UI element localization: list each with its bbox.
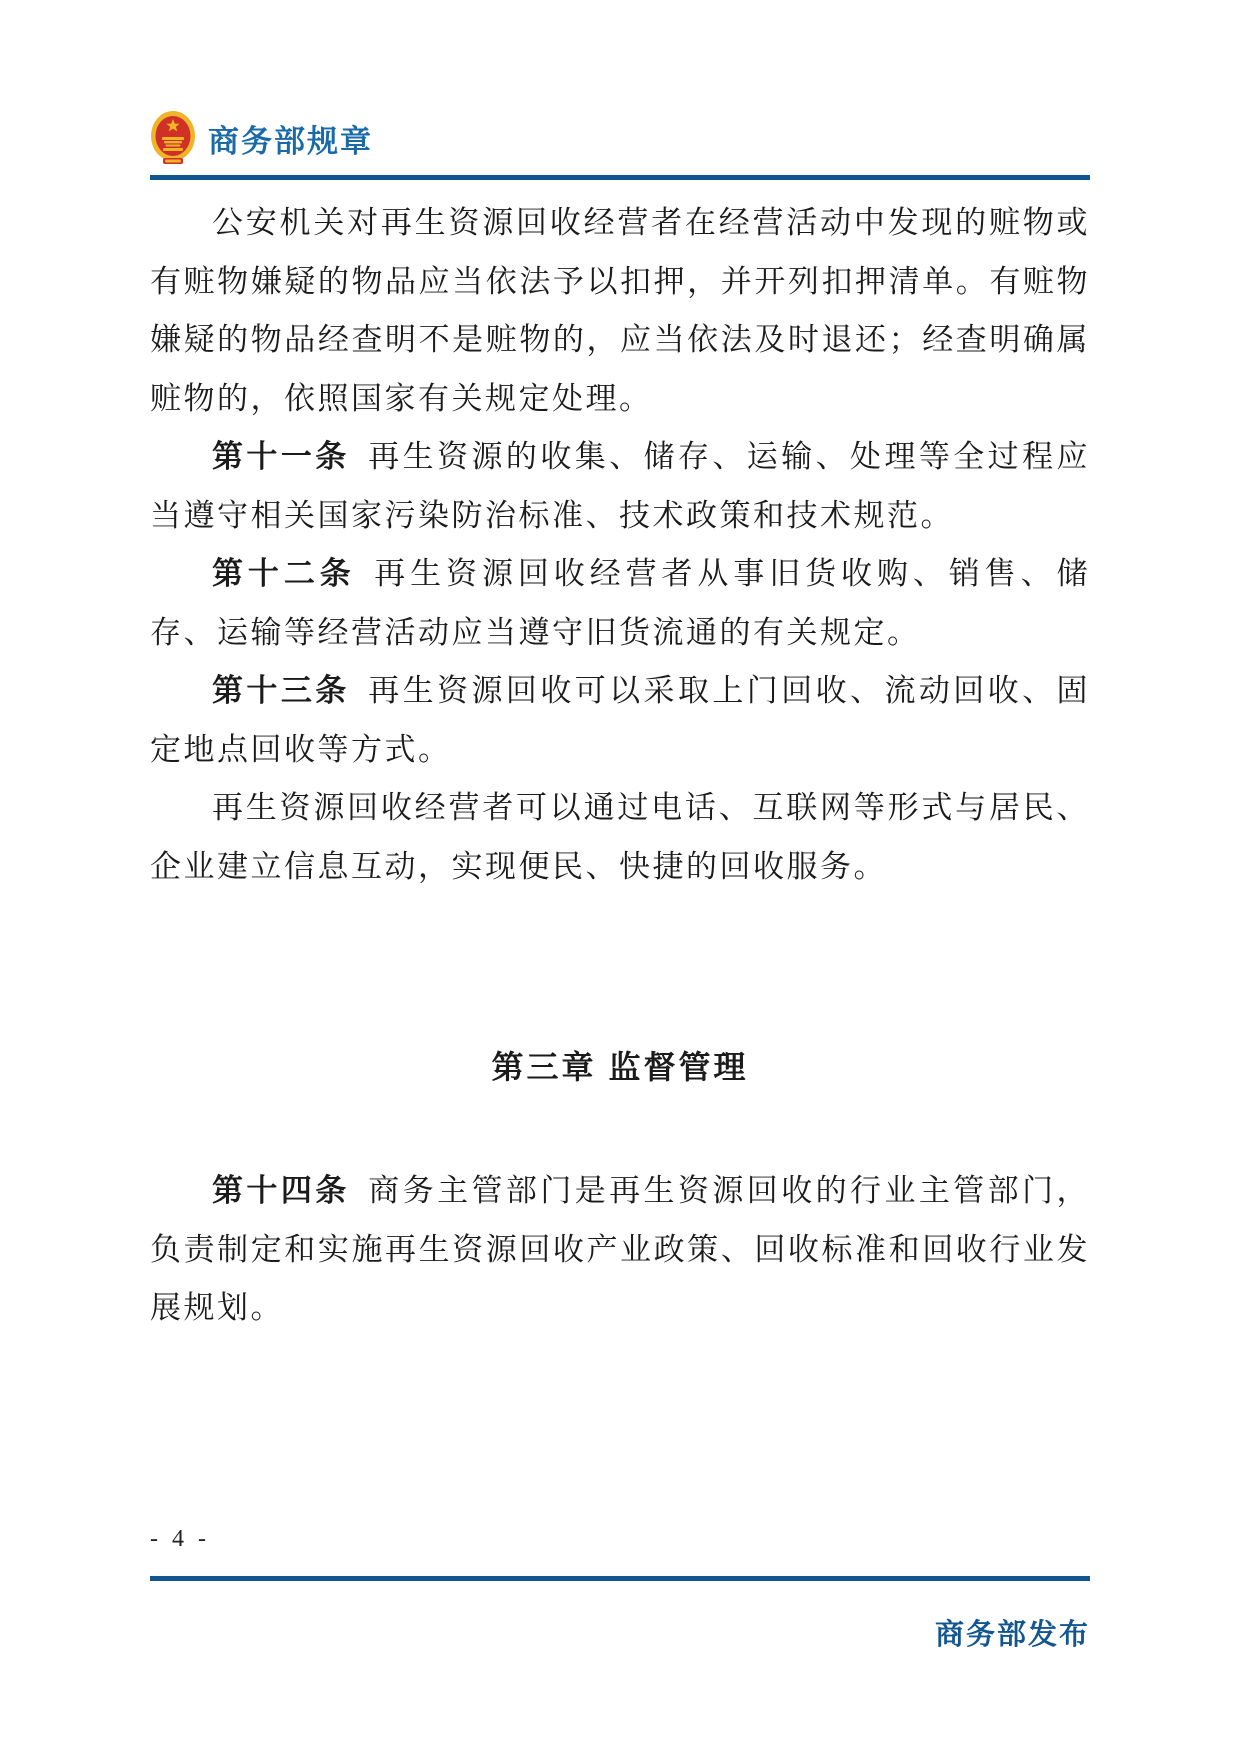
- paragraph: [150, 779, 1090, 896]
- article-number: 第十一条: [212, 439, 350, 474]
- footer-divider: [150, 1576, 1090, 1581]
- article-text: 再生资源回收经营者从事旧货收购、销售、储存、运输等经营活动应当遵守旧货流通的有关规定。: [150, 556, 1091, 650]
- page-header: [150, 0, 1090, 180]
- header-brand: [150, 0, 1090, 166]
- paragraph-article-14: [150, 1162, 1090, 1338]
- header-divider: [150, 175, 1090, 180]
- page-number: - 4 -: [150, 1526, 210, 1552]
- paragraph-article-13: [150, 662, 1090, 779]
- article-text: 再生资源回收可以采取上门回收、流动回收、固定地点回收等方式。: [150, 673, 1091, 767]
- paragraph-article-12: [150, 545, 1090, 662]
- article-number: 第十三条: [212, 673, 350, 708]
- paragraph: [150, 194, 1090, 428]
- publisher-label: 商务部发布: [934, 1619, 1090, 1651]
- document-body: [150, 194, 1090, 1338]
- article-text: 再生资源的收集、储存、运输、处理等全过程应当遵守相关国家污染防治标准、技术政策和技术规范。: [150, 439, 1091, 533]
- header-title: 商务部规章: [208, 123, 373, 159]
- national-emblem-icon: [150, 110, 196, 166]
- paragraph-text: 再生资源回收经营者可以通过电话、互联网等形式与居民、企业建立信息互动，实现便民、快捷的回收服务。: [150, 790, 1090, 884]
- chapter-heading: 第三章 监督管理: [491, 1049, 749, 1085]
- article-text: 商务主管部门是再生资源回收的行业主管部门，负责制定和实施再生资源回收产业政策、回收标准和回收行业发展规划。: [150, 1173, 1091, 1325]
- article-number: 第十四条: [212, 1173, 350, 1208]
- paragraph-text: 公安机关对再生资源回收经营者在经营活动中发现的赃物或有赃物嫌疑的物品应当依法予以扣押，并开列扣押清单。有赃物嫌疑的物品经查明不是赃物的，应当依法及时退还；经查明确属赃物的，依照国家有关规定处理。: [150, 205, 1090, 416]
- paragraph-article-11: [150, 428, 1090, 545]
- article-number: 第十二条: [212, 556, 356, 591]
